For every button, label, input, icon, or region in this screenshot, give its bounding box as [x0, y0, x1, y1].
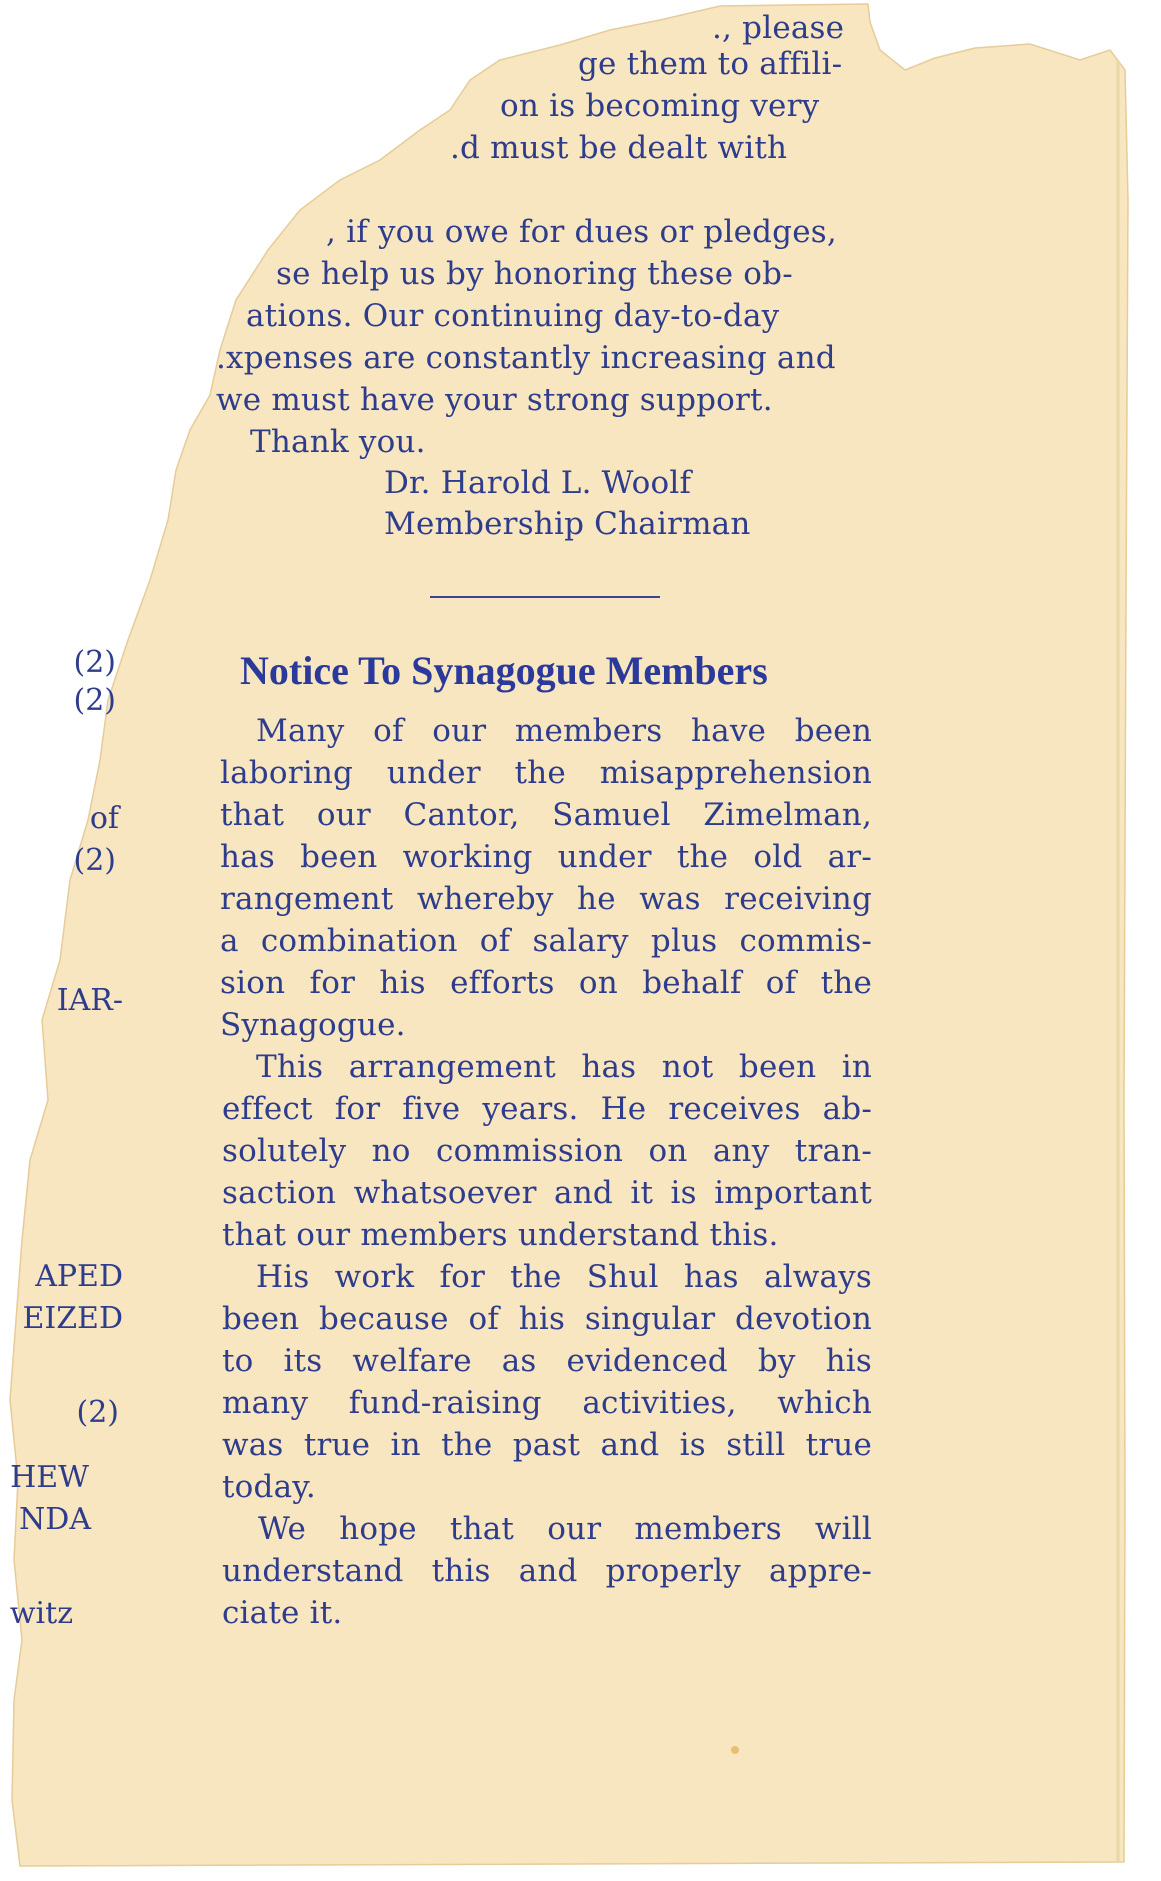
notice-line: understand this and properly appre-: [222, 1553, 872, 1589]
letter-line: we must have your strong support.: [216, 382, 773, 418]
notice-line: sion for his efforts on behalf of the: [220, 965, 872, 1001]
notice-line: effect for five years. He receives ab-: [222, 1091, 872, 1127]
letter-line: .d must be dealt with: [450, 130, 788, 166]
left-column-fragment: IAR-: [56, 983, 123, 1018]
left-column-fragment: (2): [73, 645, 116, 680]
signature-name: Dr. Harold L. Woolf: [384, 465, 692, 501]
notice-line: This arrangement has not been in: [256, 1049, 872, 1085]
letter-line: ations. Our continuing day-to-day: [246, 298, 780, 334]
left-column-fragment: (2): [76, 1395, 119, 1430]
letter-line: on is becoming very: [500, 88, 820, 124]
notice-line: laboring under the misapprehension: [220, 755, 872, 791]
notice-line: that our Cantor, Samuel Zimelman,: [220, 797, 872, 833]
letter-line: se help us by honoring these ob-: [276, 256, 793, 292]
letter-line: ge them to affili-: [578, 46, 843, 82]
left-column-fragment: APED: [35, 1259, 123, 1294]
letter-line: ., please: [712, 10, 845, 46]
notice-line: solutely no commission on any tran-: [222, 1133, 872, 1169]
notice-line: ciate it.: [222, 1595, 343, 1631]
notice-line: a combination of salary plus commis-: [220, 923, 872, 959]
letter-line: Thank you.: [250, 424, 426, 460]
left-column-fragment: of: [89, 801, 119, 836]
section-divider: [430, 596, 660, 598]
notice-line: been because of his singular devotion: [222, 1301, 872, 1337]
notice-heading: Notice To Synagogue Members: [240, 648, 768, 693]
left-column-fragment: NDA: [19, 1502, 91, 1537]
letter-line: .xpenses are constantly increasing and: [216, 340, 836, 376]
notice-line: many fund-raising activities, which: [222, 1385, 872, 1421]
left-column-fragment: EIZED: [22, 1301, 123, 1336]
paper-stain: [731, 1746, 739, 1754]
notice-line: Many of our members have been: [256, 713, 872, 749]
letter-line: , if you owe for dues or pledges,: [326, 214, 837, 250]
notice-line: to its welfare as evidenced by his: [222, 1343, 872, 1379]
signature-title: Membership Chairman: [384, 506, 751, 542]
notice-line: Synagogue.: [220, 1007, 406, 1043]
notice-line: today.: [222, 1469, 316, 1505]
left-column-fragment: (2): [73, 843, 116, 878]
notice-line: was true in the past and is still true: [222, 1427, 872, 1463]
left-column-fragment: witz: [9, 1596, 73, 1631]
notice-line: that our members understand this.: [222, 1217, 779, 1253]
left-column-fragment: (2): [73, 683, 116, 718]
notice-line: rangement whereby he was receiving: [220, 881, 872, 917]
left-column-fragment: HEW: [10, 1460, 89, 1495]
notice-line: saction whatsoever and it is important: [222, 1175, 872, 1211]
notice-line: His work for the Shul has always: [256, 1259, 872, 1295]
notice-line: has been working under the old ar-: [220, 839, 872, 875]
notice-line: We hope that our members will: [258, 1511, 872, 1547]
